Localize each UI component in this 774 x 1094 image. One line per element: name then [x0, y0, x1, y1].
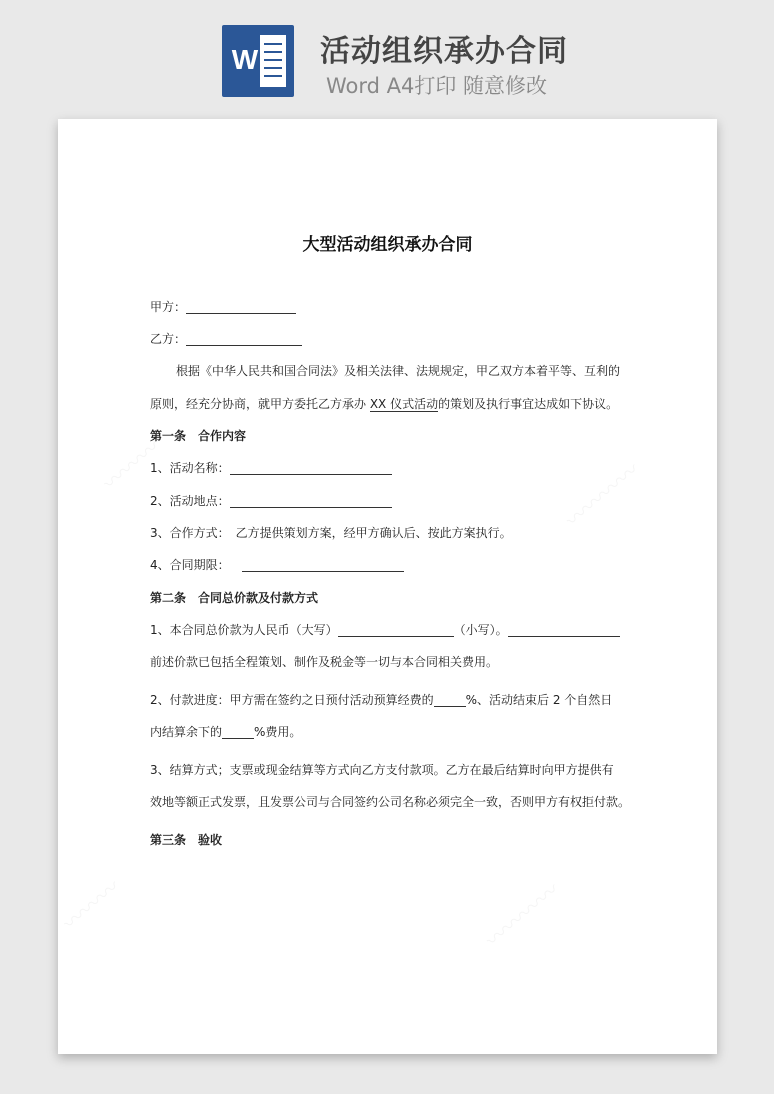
remaining-label: 内结算余下的 [150, 725, 223, 739]
article-2-item-2-line-2 [150, 724, 301, 740]
remaining-percent-blank[interactable] [222, 724, 254, 739]
party-b-label: 乙方： [150, 332, 187, 346]
watermark: 〰〰〰 [98, 435, 166, 497]
party-a-line [150, 299, 296, 315]
activity-name-underlined: XX 仪式活动 [369, 397, 439, 411]
payment-schedule-cont: %、活动结束后 2 个自然日 [465, 693, 613, 707]
party-b-line [150, 331, 302, 347]
article-2-item-3-line-1: 3、结算方式；支票或现金结算等方式向乙方支付款项。乙方在最后结算时向甲方提供有 [150, 763, 614, 777]
party-a-blank[interactable] [186, 299, 296, 314]
header [0, 0, 774, 110]
watermark: 〰〰〰〰 [481, 878, 566, 954]
activity-location-label: 2、活动地点： [150, 494, 230, 508]
lowercase-label: （小写）。 [453, 623, 508, 637]
article-1-item-2 [150, 493, 392, 509]
activity-name-blank[interactable] [230, 460, 392, 475]
article-1-item-1 [150, 460, 392, 476]
word-icon [222, 25, 294, 97]
article-2-item-3-line-2: 效地等额正式发票，且发票公司与合同签约公司名称必须完全一致，否则甲方有权拒付款。 [150, 795, 631, 809]
article-2-item-1 [150, 622, 620, 638]
article-1-item-4 [150, 557, 404, 573]
remaining-label-end: %费用。 [254, 725, 302, 739]
intro-line-2-start: 原则，经充分协商，就甲方委托乙方承办 [150, 397, 370, 411]
activity-name-label: 1、活动名称： [150, 461, 230, 475]
word-icon-letter: W [231, 44, 259, 75]
activity-location-blank[interactable] [230, 493, 392, 508]
word-icon-sheet [260, 35, 286, 87]
intro-line-2 [150, 396, 618, 412]
payment-schedule-label: 2、付款进度：甲方需在签约之日预付活动预算经费的 [150, 693, 434, 707]
article-1-heading: 第一条 合作内容 [150, 429, 247, 443]
watermark: 〰〰〰 [58, 875, 126, 937]
prepay-percent-blank[interactable] [434, 692, 466, 707]
contract-term-blank[interactable] [242, 557, 404, 572]
contract-term-label: 4、合同期限： [150, 558, 230, 572]
app-title: 活动组织承办合同 [320, 34, 568, 69]
party-b-blank[interactable] [186, 331, 302, 346]
party-a-label: 甲方： [150, 300, 187, 314]
article-2-item-2 [150, 692, 612, 708]
total-price-label: 1、本合同总价款为人民币（大写） [150, 623, 338, 637]
article-3-heading: 第三条 验收 [150, 833, 223, 847]
price-lowercase-blank[interactable] [508, 622, 620, 637]
document-title: 大型活动组织承办合同 [302, 235, 473, 255]
app-subtitle: Word A4打印 随意修改 [326, 74, 548, 98]
watermark: 〰〰〰〰 [561, 458, 646, 534]
intro-line-2-end: 的策划及执行事宜达成如下协议。 [438, 397, 619, 411]
article-2-item-1-line-2: 前述价款已包括全程策划、制作及税金等一切与本合同相关费用。 [150, 655, 499, 669]
article-2-heading: 第二条 合同总价款及付款方式 [150, 591, 319, 605]
article-1-item-3: 3、合作方式： 乙方提供策划方案，经甲方确认后、按此方案执行。 [150, 526, 512, 540]
price-uppercase-blank[interactable] [338, 622, 454, 637]
document-page [58, 119, 717, 1054]
intro-line-1: 根据《中华人民共和国合同法》及相关法律、法规规定，甲乙双方本着平等、互利的 [176, 364, 621, 378]
